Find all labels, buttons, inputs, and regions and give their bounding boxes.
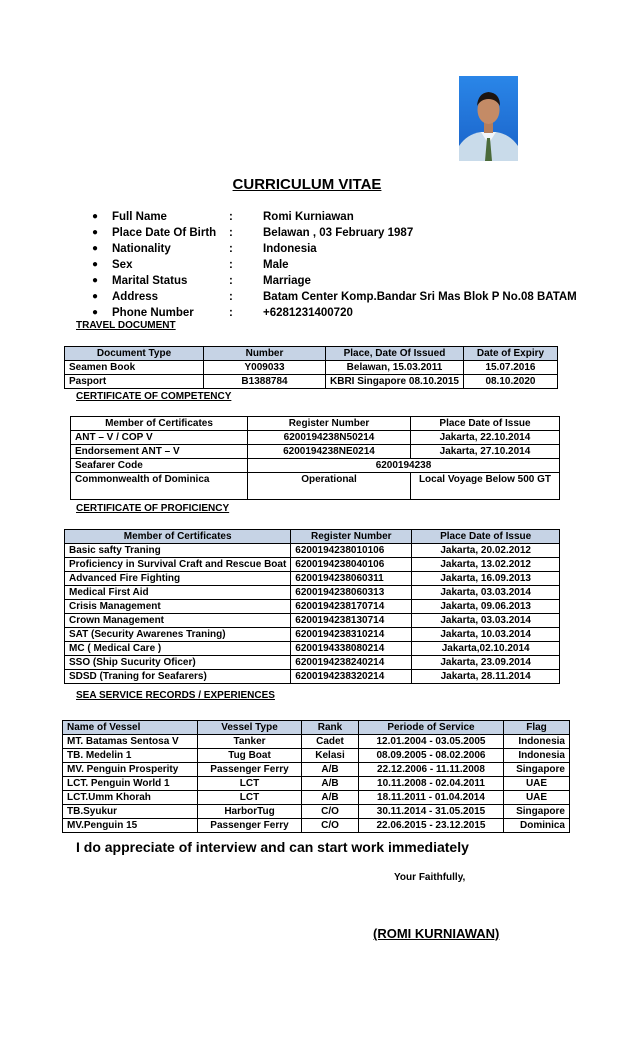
info-label: Full Name xyxy=(112,211,167,223)
table-cell: Belawan, 15.03.2011 xyxy=(326,361,464,375)
info-row-address xyxy=(92,289,612,305)
column-header: Document Type xyxy=(65,347,204,361)
info-row-sex xyxy=(92,257,612,273)
profile-photo xyxy=(459,76,518,161)
table-cell: MV.Penguin 15 xyxy=(63,819,198,833)
table-header-row xyxy=(71,417,560,431)
table-cell: Indonesia xyxy=(504,735,570,749)
info-row-nationality xyxy=(92,241,612,257)
column-header: Name of Vessel xyxy=(63,721,198,735)
table-row xyxy=(71,473,560,500)
proficiency-heading: CERTIFICATE OF PROFICIENCY xyxy=(76,503,230,514)
table-row xyxy=(65,375,558,389)
bullet-icon: ● xyxy=(92,275,99,286)
info-colon: : xyxy=(229,211,233,223)
column-header: Periode of Service xyxy=(359,721,504,735)
table-cell: 15.07.2016 xyxy=(463,361,557,375)
table-cell: Medical First Aid xyxy=(65,586,291,600)
table-row xyxy=(65,642,560,656)
table-cell: TB.Syukur xyxy=(63,805,198,819)
table-row xyxy=(65,572,560,586)
info-colon: : xyxy=(229,307,233,319)
table-cell: Endorsement ANT – V xyxy=(71,445,248,459)
table-row xyxy=(63,819,570,833)
column-header: Register Number xyxy=(291,530,412,544)
table-row xyxy=(65,361,558,375)
column-header: Rank xyxy=(302,721,359,735)
table-cell: 6200194238N50214 xyxy=(248,431,411,445)
info-colon: : xyxy=(229,291,233,303)
table-cell: A/B xyxy=(302,777,359,791)
table-row xyxy=(65,544,560,558)
table-cell: Commonwealth of Dominica xyxy=(71,473,248,500)
column-header: Member of Certificates xyxy=(71,417,248,431)
table-cell: Kelasi xyxy=(302,749,359,763)
table-row xyxy=(63,735,570,749)
info-value: Male xyxy=(263,259,289,271)
table-cell: MT. Batamas Sentosa V xyxy=(63,735,198,749)
info-colon: : xyxy=(229,275,233,287)
column-header: Vessel Type xyxy=(198,721,302,735)
table-cell: 6200194238310214 xyxy=(291,628,412,642)
travel-document-heading: TRAVEL DOCUMENT xyxy=(76,320,176,331)
column-header: Register Number xyxy=(248,417,411,431)
table-cell: Indonesia xyxy=(504,749,570,763)
table-cell: 6200194238NE0214 xyxy=(248,445,411,459)
table-cell: Jakarta, 10.03.2014 xyxy=(412,628,560,642)
page-title: CURRICULUM VITAE xyxy=(232,176,382,193)
table-cell: Singapore xyxy=(504,763,570,777)
table-row xyxy=(65,656,560,670)
table-cell: Pasport xyxy=(65,375,204,389)
table-cell: 30.11.2014 - 31.05.2015 xyxy=(359,805,504,819)
table-cell: HarborTug xyxy=(198,805,302,819)
info-row-marital xyxy=(92,273,612,289)
table-cell: SAT (Security Awarenes Traning) xyxy=(65,628,291,642)
table-cell: 6200194238 xyxy=(248,459,560,473)
info-colon: : xyxy=(229,227,233,239)
sea-service-table xyxy=(62,720,570,833)
table-cell: Dominica xyxy=(504,819,570,833)
table-cell: Jakarta, 20.02.2012 xyxy=(412,544,560,558)
competency-table xyxy=(70,416,560,500)
table-cell: LCT xyxy=(198,777,302,791)
table-cell: 6200194238060313 xyxy=(291,586,412,600)
info-value: Marriage xyxy=(263,275,311,287)
table-cell: Cadet xyxy=(302,735,359,749)
table-cell: Jakarta, 23.09.2014 xyxy=(412,656,560,670)
info-colon: : xyxy=(229,243,233,255)
info-label: Marital Status xyxy=(112,275,188,287)
table-cell: Basic safty Traning xyxy=(65,544,291,558)
table-cell: Local Voyage Below 500 GT xyxy=(411,473,560,500)
table-row xyxy=(65,600,560,614)
info-label: Phone Number xyxy=(112,307,194,319)
table-cell: Jakarta, 27.10.2014 xyxy=(411,445,560,459)
table-cell: ANT – V / COP V xyxy=(71,431,248,445)
table-cell: Singapore xyxy=(504,805,570,819)
table-cell: SDSD (Traning for Seafarers) xyxy=(65,670,291,684)
travel-document-table xyxy=(64,346,558,389)
info-value: Romi Kurniawan xyxy=(263,211,354,223)
table-cell: MV. Penguin Prosperity xyxy=(63,763,198,777)
bullet-icon: ● xyxy=(92,243,99,254)
table-cell: 22.12.2006 - 11.11.2008 xyxy=(359,763,504,777)
table-cell: Jakarta, 22.10.2014 xyxy=(411,431,560,445)
table-cell: 10.11.2008 - 02.04.2011 xyxy=(359,777,504,791)
table-cell: 08.10.2020 xyxy=(463,375,557,389)
table-row xyxy=(65,558,560,572)
info-colon: : xyxy=(229,259,233,271)
info-label: Nationality xyxy=(112,243,171,255)
table-cell: 18.11.2011 - 01.04.2014 xyxy=(359,791,504,805)
table-cell: Jakarta, 03.03.2014 xyxy=(412,586,560,600)
table-cell: SSO (Ship Sucurity Oficer) xyxy=(65,656,291,670)
table-cell: 6200194238240214 xyxy=(291,656,412,670)
table-cell: Jakarta,02.10.2014 xyxy=(412,642,560,656)
bullet-icon: ● xyxy=(92,227,99,238)
column-header: Place Date of Issue xyxy=(412,530,560,544)
table-cell: Tanker xyxy=(198,735,302,749)
table-cell: 6200194238320214 xyxy=(291,670,412,684)
bullet-icon: ● xyxy=(92,259,99,270)
column-header: Place Date of Issue xyxy=(411,417,560,431)
table-row xyxy=(65,628,560,642)
column-header: Member of Certificates xyxy=(65,530,291,544)
table-cell: UAE xyxy=(504,791,570,805)
info-row-birth xyxy=(92,225,612,241)
table-row xyxy=(71,445,560,459)
table-row xyxy=(65,586,560,600)
table-row xyxy=(63,749,570,763)
info-label: Address xyxy=(112,291,159,303)
table-row xyxy=(71,431,560,445)
table-header-row xyxy=(63,721,570,735)
table-cell: UAE xyxy=(504,777,570,791)
table-cell: 12.01.2004 - 03.05.2005 xyxy=(359,735,504,749)
competency-heading: CERTIFICATE OF COMPETENCY xyxy=(76,391,232,402)
table-header-row xyxy=(65,347,558,361)
sea-service-heading: SEA SERVICE RECORDS / EXPERIENCES xyxy=(76,690,275,701)
info-label: Sex xyxy=(112,259,133,271)
table-row xyxy=(63,777,570,791)
table-cell: Passenger Ferry xyxy=(198,819,302,833)
info-value: +6281231400720 xyxy=(263,307,353,319)
table-row xyxy=(65,614,560,628)
table-cell: Jakarta, 16.09.2013 xyxy=(412,572,560,586)
column-header: Flag xyxy=(504,721,570,735)
table-row xyxy=(63,791,570,805)
info-row-full-name xyxy=(92,209,612,225)
closing-salutation: Your Faithfully, xyxy=(394,872,466,883)
table-cell: Seafarer Code xyxy=(71,459,248,473)
table-cell: Operational xyxy=(248,473,411,500)
table-cell: Seamen Book xyxy=(65,361,204,375)
table-header-row xyxy=(65,530,560,544)
table-cell: 6200194238130714 xyxy=(291,614,412,628)
bullet-icon: ● xyxy=(92,307,99,318)
info-label: Place Date Of Birth xyxy=(112,227,217,239)
table-cell: Y009033 xyxy=(204,361,326,375)
info-value: Batam Center Komp.Bandar Sri Mas Blok P No.08 BATAM xyxy=(263,291,577,303)
table-cell: Passenger Ferry xyxy=(198,763,302,777)
personal-info xyxy=(92,209,612,321)
table-cell: MC ( Medical Care ) xyxy=(65,642,291,656)
table-cell: 08.09.2005 - 08.02.2006 xyxy=(359,749,504,763)
table-cell: Jakarta, 03.03.2014 xyxy=(412,614,560,628)
table-cell: Crisis Management xyxy=(65,600,291,614)
table-cell: 22.06.2015 - 23.12.2015 xyxy=(359,819,504,833)
table-cell: Jakarta, 13.02.2012 xyxy=(412,558,560,572)
table-cell: 6200194238040106 xyxy=(291,558,412,572)
table-cell: 6200194338080214 xyxy=(291,642,412,656)
table-cell: B1388784 xyxy=(204,375,326,389)
table-cell: A/B xyxy=(302,763,359,777)
column-header: Place, Date Of Issued xyxy=(326,347,464,361)
table-cell: LCT. Penguin World 1 xyxy=(63,777,198,791)
table-cell: Jakarta, 09.06.2013 xyxy=(412,600,560,614)
table-cell: 6200194238060311 xyxy=(291,572,412,586)
info-value: Belawan , 03 February 1987 xyxy=(263,227,414,239)
table-cell: 6200194238010106 xyxy=(291,544,412,558)
table-row xyxy=(71,459,560,473)
table-cell: C/O xyxy=(302,805,359,819)
bullet-icon: ● xyxy=(92,291,99,302)
column-header: Date of Expiry xyxy=(463,347,557,361)
signature-name: (ROMI KURNIAWAN) xyxy=(373,926,500,941)
table-cell: Jakarta, 28.11.2014 xyxy=(412,670,560,684)
table-cell: LCT xyxy=(198,791,302,805)
table-cell: A/B xyxy=(302,791,359,805)
table-cell: TB. Medelin 1 xyxy=(63,749,198,763)
table-cell: LCT.Umm Khorah xyxy=(63,791,198,805)
table-row xyxy=(65,670,560,684)
table-row xyxy=(63,763,570,777)
table-cell: Tug Boat xyxy=(198,749,302,763)
table-cell: Proficiency in Survival Craft and Rescue Boat xyxy=(65,558,291,572)
table-cell: C/O xyxy=(302,819,359,833)
info-value: Indonesia xyxy=(263,243,317,255)
proficiency-table xyxy=(64,529,560,684)
table-row xyxy=(63,805,570,819)
closing-statement: I do appreciate of interview and can start work immediately xyxy=(76,839,469,855)
bullet-icon: ● xyxy=(92,211,99,222)
table-cell: 6200194238170714 xyxy=(291,600,412,614)
table-cell: Advanced Fire Fighting xyxy=(65,572,291,586)
table-cell: Crown Management xyxy=(65,614,291,628)
info-row-phone xyxy=(92,305,612,321)
table-cell: KBRI Singapore 08.10.2015 xyxy=(326,375,464,389)
column-header: Number xyxy=(204,347,326,361)
